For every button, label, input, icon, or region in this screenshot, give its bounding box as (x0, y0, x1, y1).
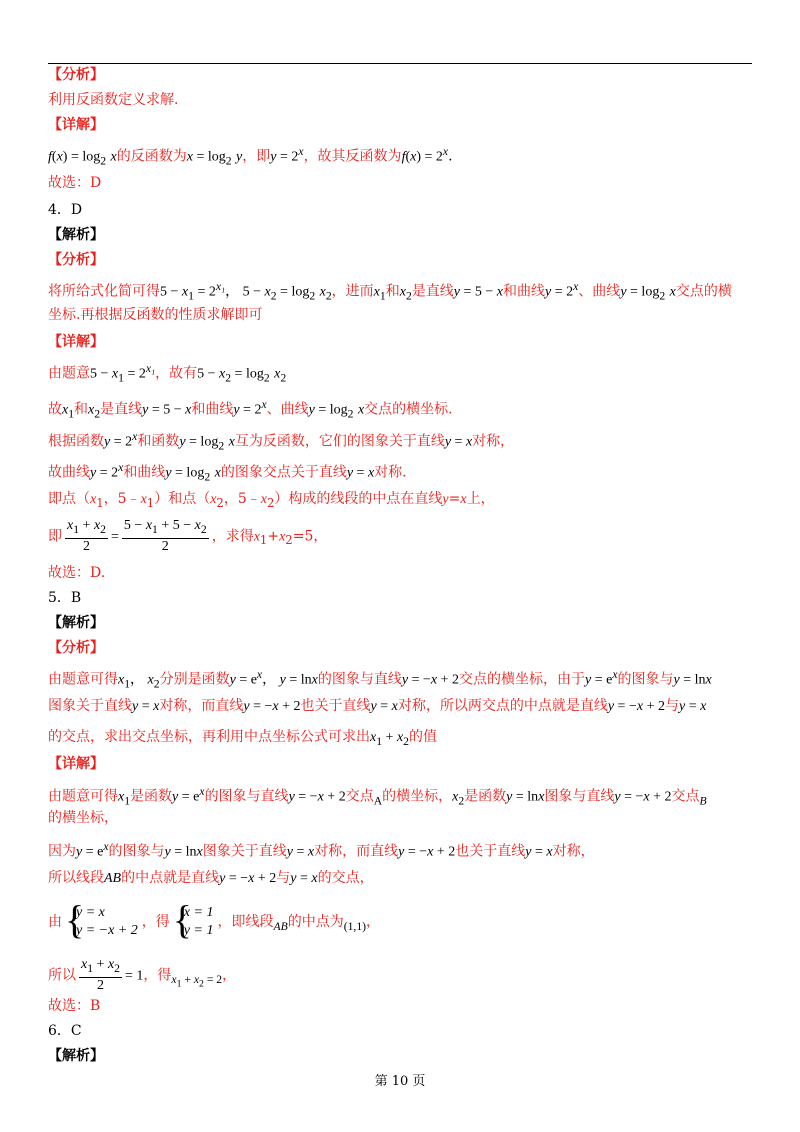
q4-detail-5: 即点（$x_1$，$5﹣x_1$）和点（$x_2$，$5﹣x_2$）构成的线段的中点在直线y=x上， (48, 491, 495, 510)
q6-number: 6．C (48, 1023, 82, 1039)
q5-analysis-2: 图象关于直线y = x对称，而直线y = −x + 2也关于直线y = x对称，所以两交点的中点就是直线y = −x + 2与y = x (48, 698, 707, 714)
q5-detail-label: 【详解】 (48, 756, 104, 772)
q3-answer: 故选：D (48, 175, 102, 191)
q5-detail-6: 所以 $\frac{x_1 + x_2}{2}$ = 1，得$_{x_1 + x_2 = 2}$， (48, 957, 237, 993)
q4-analysis-line1: 将所给式化简可得$5 - x_1 = 2^{x_1}$， $5 - x_2 = \log_2 x_2$，进而$x_1$和$x_2$是直线y = 5 − x和曲线$y = 2^x$、曲线$y = \log_2 x$交点的横 (48, 280, 732, 303)
q4-detail-label: 【详解】 (48, 334, 104, 350)
q5-detail-3: 因为$y = e^x$的图象与y = lnx图象关于直线y = x对称，而直线y = −x + 2也关于直线y = x对称， (48, 840, 595, 860)
q5-number: 5．B (48, 590, 82, 606)
q4-analysis-line2: 坐标.再根据反函数的性质求解即可 (48, 307, 263, 323)
q5-analysis-3: 的交点，求出交点坐标，再利用中点坐标公式可求出$x_1 + x_2$的值 (48, 729, 437, 748)
header-rule (48, 63, 752, 64)
q6-jiexi-label: 【解析】 (48, 1048, 104, 1064)
q4-jiexi-label: 【解析】 (48, 227, 104, 243)
q5-detail-5: 由 { y = x y = −x + 2 ，得 { x = 1 y = 1 ，即线段$_{AB}$的中点为$_{(1,1)}$， (48, 904, 380, 940)
q4-detail-3: 根据函数$y = 2^x$和函数$y = \log_2 x$互为反函数，它们的图象关于直线y = x对称， (48, 430, 515, 453)
q3-analysis: 利用反函数定义求解. (48, 92, 179, 108)
q4-answer: 故选：D. (48, 565, 106, 581)
q4-fenxi-label: 【分析】 (48, 252, 104, 268)
page-footer: 第 10 页 (374, 1074, 426, 1089)
q4-number: 4．D (48, 202, 83, 218)
q5-fenxi-label: 【分析】 (48, 640, 104, 656)
q5-answer: 故选：B (48, 998, 101, 1014)
q4-detail-4: 故曲线$y = 2^x$和曲线$y = \log_2 x$的图象交点关于直线y = x对称. (48, 461, 407, 484)
q4-detail-6: 即 $\frac{x_1 + x_2}{2}$ = $\frac{5 - x_1 + 5 - x_2}{2}$ ，求得$x_1+x_2=5$， (48, 518, 328, 554)
q4-detail-1: 由题意$5 - x_1 = 2^{x_1}$，故有$5 - x_2 = \log_2 x_2$ (48, 362, 287, 385)
q5-analysis-1: 由题意可得$x_1$， $x_2$分别是函数$y = e^x$， y = lnx的图象与直线y = −x + 2交点的横坐标，由于$y = e^x$的图象与y = lnx (48, 668, 712, 691)
detail-label: 【详解】 (48, 117, 104, 133)
analysis-label: 【分析】 (48, 67, 104, 83)
q4-detail-2: 故$x_1$和$x_2$是直线y = 5 − x和曲线$y = 2^x$、曲线$y = \log_2 x$交点的横坐标. (48, 398, 453, 421)
q5-jiexi-label: 【解析】 (48, 615, 104, 631)
q5-detail-1: 由题意可得$x_1$是函数$y = e^x$的图象与直线y = −x + 2交点$_A$的横坐标，$x_2$是函数y = lnx图象与直线y = −x + 2交点$_B$ (48, 785, 707, 808)
q5-detail-4: 所以线段AB的中点就是直线y = −x + 2与y = x的交点， (48, 870, 374, 886)
q5-detail-2: 的横坐标， (48, 810, 118, 826)
q3-detail: $f(x) = \log_2 x$的反函数为$x = \log_2 y$，即$y = 2^x$，故其反函数为$f(x) = 2^x$. (48, 145, 453, 168)
